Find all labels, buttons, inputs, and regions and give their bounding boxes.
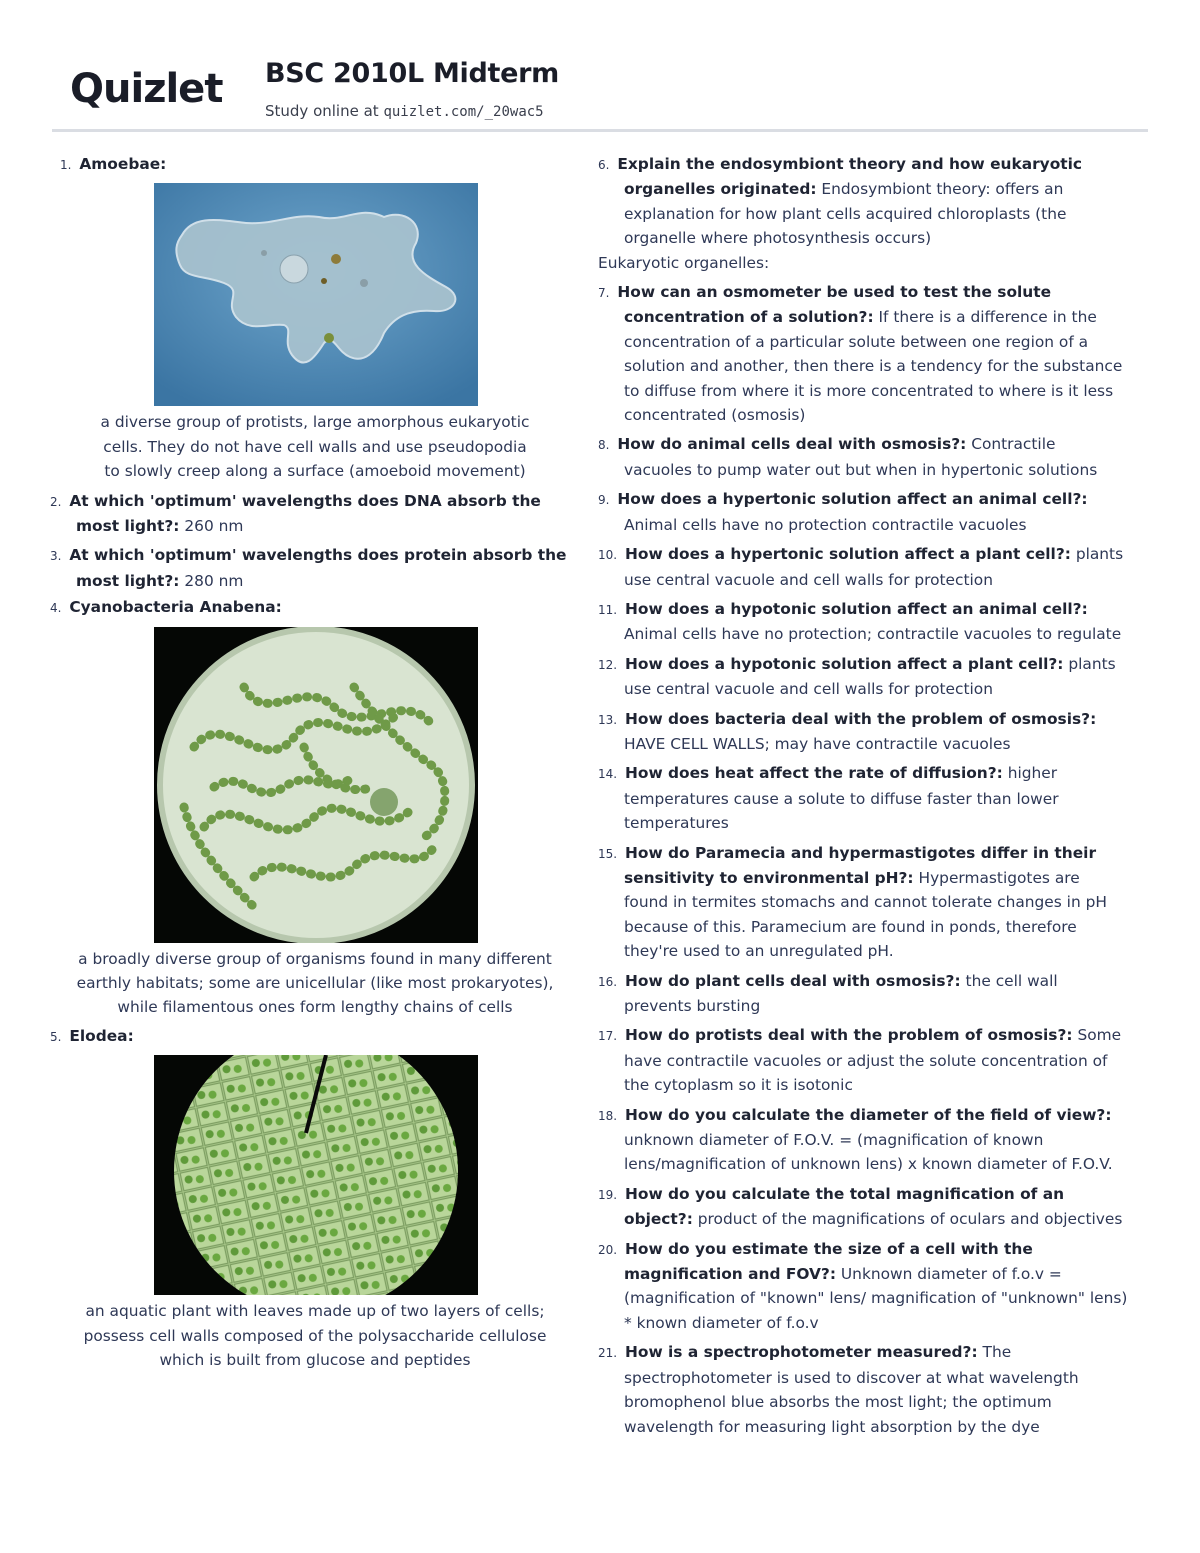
item-number: 21. <box>598 1346 618 1361</box>
item-definition: HAVE CELL WALLS; may have contractile vacuoles <box>624 734 1011 753</box>
card-item <box>50 152 580 177</box>
item-definition-line2: Eukaryotic organelles: <box>598 253 770 272</box>
card-item <box>598 707 1128 757</box>
card-item <box>598 652 1128 702</box>
item-number: 6. <box>598 158 610 172</box>
item-term: How does a hypotonic solution affect a plant cell?: <box>625 654 1064 673</box>
item-term: Amoebae: <box>79 155 167 173</box>
elodea-image <box>154 1055 478 1295</box>
item-number: 3. <box>50 549 62 564</box>
item-definition: higher temperatures cause a solute to diffuse faster than lower temperatures <box>624 764 1059 833</box>
item-number: 18. <box>598 1108 618 1123</box>
item-term: How does a hypotonic solution affect an animal cell?: <box>625 599 1088 618</box>
item-definition: Contractile vacuoles to pump water out but when in hypertonic solutions <box>624 435 1098 479</box>
item-number: 13. <box>598 712 618 727</box>
item-number: 10. <box>598 548 618 563</box>
quizlet-logo[interactable]: Quizlet <box>70 66 223 112</box>
item-number: 7. <box>598 286 610 301</box>
right-column <box>598 152 1128 1439</box>
card-item <box>598 969 1128 1019</box>
study-online-line <box>265 102 544 120</box>
card-item <box>598 1103 1128 1177</box>
card-item <box>598 761 1128 835</box>
item-term: How does bacteria deal with the problem of osmosis?: <box>625 709 1097 728</box>
item-term: How does a hypertonic solution affect an animal cell?: <box>617 490 1088 509</box>
item-term: How is a spectrophotometer measured?: <box>625 1343 978 1362</box>
item-number: 16. <box>598 974 618 989</box>
item-number: 9. <box>598 493 610 508</box>
card-item <box>598 1182 1128 1232</box>
amoeba-image <box>154 183 478 406</box>
item-term: Explain the endosymbiont theory and how eukaryotic organelles originated: <box>617 155 1083 199</box>
item-term: How do you calculate the diameter of the field of view?: <box>625 1105 1112 1124</box>
item-definition: product of the magnifications of oculars and objectives <box>697 1210 1123 1229</box>
item-term: How do you estimate the size of a cell with the magnification and FOV?: <box>624 1239 1033 1284</box>
card-item <box>598 597 1128 647</box>
left-column <box>50 152 580 1373</box>
item-term: How do plant cells deal with osmosis?: <box>625 971 961 990</box>
header-divider <box>52 129 1148 132</box>
card-item <box>50 595 580 620</box>
card-item <box>598 1023 1128 1097</box>
item-number: 20. <box>598 1242 618 1257</box>
item-term: How do protists deal with the problem of osmosis?: <box>625 1026 1073 1045</box>
item-definition: Hypermastigotes are found in termites stomachs and cannot tolerate changes in pH because of this. Paramecium are found in ponds, therefore they're used to an unregulated pH. <box>624 868 1107 961</box>
item-term: How does heat affect the rate of diffusion?: <box>625 764 1003 783</box>
item-term: How can an osmometer be used to test the solute concentration of a solution?: <box>617 283 1052 327</box>
card-item <box>598 1340 1128 1439</box>
page-header <box>70 56 1150 126</box>
item-term: How do animal cells deal with osmosis?: <box>617 435 967 454</box>
item-definition: Endosymbiont theory: offers an explanation for how plant cells acquired chloroplasts (the organelle where photosynthesis occurs) <box>624 180 1067 248</box>
card-item <box>50 543 580 593</box>
card-item <box>598 487 1128 537</box>
card-item <box>50 1024 580 1049</box>
item-definition: Unknown diameter of f.o.v = (magnification of "known" lens/ magnification of "unknown" lens) * known diameter of f.o.v <box>624 1265 1128 1332</box>
item-number: 2. <box>50 494 62 509</box>
item-definition: the cell wall prevents bursting <box>624 971 1058 1015</box>
item-number: 19. <box>598 1187 618 1202</box>
item-definition: plants use central vacuole and cell walls for protection <box>624 545 1124 589</box>
item-number: 12. <box>598 657 618 672</box>
item-term: Elodea: <box>69 1026 134 1045</box>
item-number: 5. <box>50 1029 62 1044</box>
item-definition: Animal cells have no protection contractile vacuoles <box>624 515 1027 534</box>
card-item <box>598 1237 1128 1336</box>
item-caption: a diverse group of protists, large amorphous eukaryotic cells. They do not have cell walls and use pseudopodia to slowly creep along a surface (amoeboid movement) <box>100 413 530 481</box>
item-caption: a broadly diverse group of organisms found in many different earthly habitats; some are unicellular (like most prokaryotes), while filamentous ones form lengthy chains of cells <box>76 949 554 1017</box>
card-item <box>598 841 1128 964</box>
item-number: 14. <box>598 767 618 782</box>
item-definition: 280 nm <box>184 571 244 590</box>
card-item <box>598 280 1128 427</box>
item-definition: Animal cells have no protection; contractile vacuoles to regulate <box>624 625 1122 644</box>
item-definition: unknown diameter of F.O.V. = (magnification of known lens/magnification of unknown lens) x known diameter of F.O.V. <box>624 1131 1113 1174</box>
item-number: 17. <box>598 1029 618 1044</box>
study-url-link[interactable]: quizlet.com/_20wac5 <box>383 104 544 120</box>
item-number: 11. <box>598 602 618 617</box>
anabaena-image <box>154 627 478 943</box>
item-caption: an aquatic plant with leaves made up of two layers of cells; possess cell walls composed of the polysaccharide cellulose which is built from glucose and peptides <box>83 1302 547 1370</box>
item-term: How does a hypertonic solution affect a plant cell?: <box>625 545 1071 564</box>
item-number: 4. <box>50 601 62 616</box>
item-number: 15. <box>598 846 618 861</box>
card-item <box>50 489 580 539</box>
item-definition: Some have contractile vacuoles or adjust the solute concentration of the cytoplasm so it is isotonic <box>624 1026 1122 1095</box>
item-term: How do you calculate the total magnification of an object?: <box>624 1184 1065 1229</box>
item-number: 8. <box>598 438 610 453</box>
item-term: Cyanobacteria Anabena: <box>69 598 282 617</box>
item-term: At which 'optimum' wavelengths does protein absorb the most light?: <box>69 546 567 590</box>
item-definition: If there is a difference in the concentration of a particular solute between one region of a solution and another, then there is a tendency for the substance to diffuse from where it is more concentrated to where is it less concentrated (osmosis) <box>624 308 1123 425</box>
card-item <box>598 152 1128 275</box>
item-definition: The spectrophotometer is used to discover at what wavelength bromophenol blue absorbs the most light; the optimum wavelength for measuring light absorption by the dye <box>624 1343 1079 1436</box>
card-item <box>598 542 1128 592</box>
item-definition: 260 nm <box>184 517 244 536</box>
item-number: 1. <box>60 158 72 172</box>
item-term: How do Paramecia and hypermastigotes differ in their sensitivity to environmental pH?: <box>624 843 1097 887</box>
item-term: At which 'optimum' wavelengths does DNA absorb the most light?: <box>69 491 541 536</box>
study-prefix: Study online at <box>265 102 384 120</box>
page-title: BSC 2010L Midterm <box>265 58 560 89</box>
item-definition: plants use central vacuole and cell walls for protection <box>624 654 1116 699</box>
card-item <box>598 432 1128 482</box>
